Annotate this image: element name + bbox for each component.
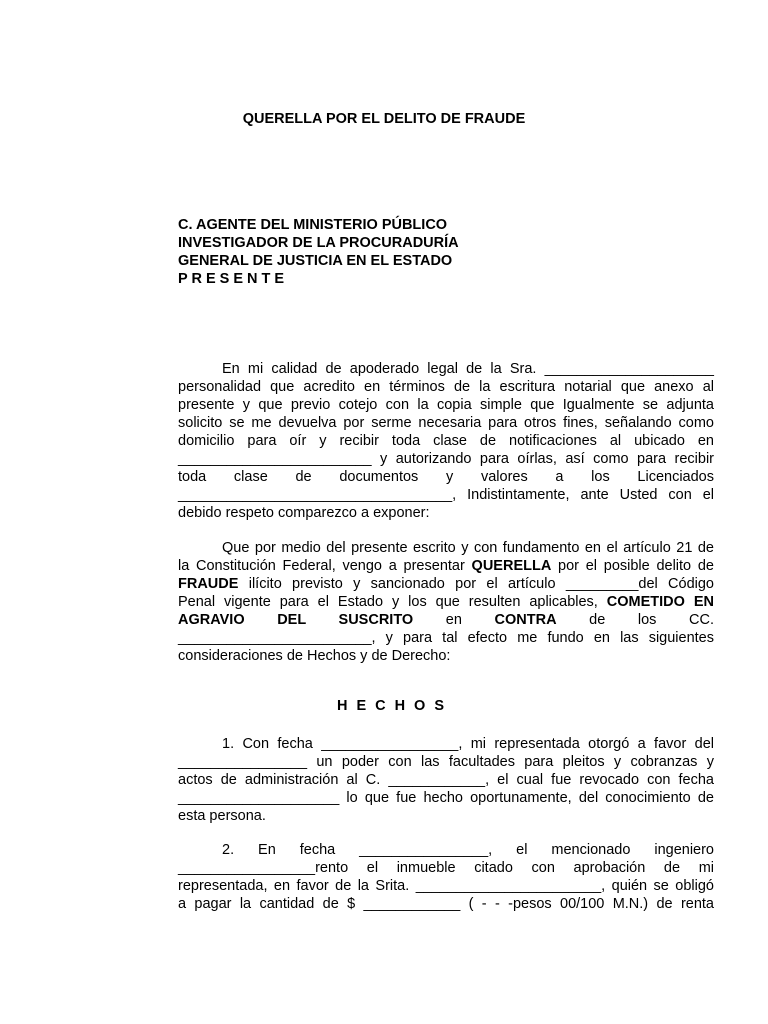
paragraph-line: domicilio para oír y recibir toda clase de notificaciones al ubicado en: [178, 433, 714, 449]
paragraph-line: a pagar la cantidad de $ ____________ ( - - -pesos 00/100 M.N.) de renta: [178, 896, 714, 912]
paragraph-line: [178, 557, 714, 575]
paragraph-line: [178, 593, 714, 611]
addressee-line: INVESTIGADOR DE LA PROCURADURÍA: [178, 235, 459, 251]
paragraph-line: debido respeto comparezco a exponer:: [178, 505, 430, 521]
text-run: por el posible delito de: [551, 558, 714, 574]
paragraph-line: consideraciones de Hechos y de Derecho:: [178, 648, 451, 664]
paragraph-line: representada, en favor de la Srita. _______________________, quién se obligó: [178, 878, 714, 894]
paragraph-line: _________________rento el inmueble citado con aprobación de mi: [178, 860, 714, 876]
paragraph-querella: [178, 539, 714, 665]
paragraph-line: 1. Con fecha _________________, mi representada otorgó a favor del: [222, 736, 714, 752]
paragraph-line: 2. En fecha ________________, el mencionado ingeniero: [222, 842, 714, 858]
bold-run: QUERELLA: [471, 558, 552, 574]
paragraph-intro: [178, 360, 714, 522]
paragraph-line: esta persona.: [178, 808, 266, 824]
paragraph-line: personalidad que acredito en términos de la escritura notarial que anexo al: [178, 379, 714, 395]
paragraph-line: ____________________ lo que fue hecho oportunamente, del conocimiento de: [178, 790, 714, 806]
text-run: Penal vigente para el Estado y los que resulten aplicables,: [178, 594, 607, 610]
paragraph-line: solicito se me devuelva por serme necesaria para otros fines, señalando como: [178, 415, 714, 431]
paragraph-line: ________________________, y para tal efecto me fundo en las siguientes: [178, 630, 714, 646]
paragraph-line: __________________________________, Indistintamente, ante Usted con el: [178, 487, 714, 503]
bold-run: FRAUDE: [178, 576, 239, 592]
paragraph-line: [178, 611, 714, 629]
paragraph-line: [178, 575, 714, 593]
paragraph-line: toda clase de documentos y valores a los Licenciados: [178, 469, 714, 485]
addressee-line: P R E S E N T E: [178, 271, 285, 287]
paragraph-line: ________________ un poder con las facultades para pleitos y cobranzas y: [178, 754, 714, 770]
text-run: ilícito previsto y sancionado por el artículo _________del Código: [238, 576, 714, 592]
paragraph-line: En mi calidad de apoderado legal de la Sra. _____________________: [222, 361, 714, 377]
paragraph-line: ________________________ y autorizando para oírlas, así como para recibir: [178, 451, 714, 467]
addressee-block: [178, 216, 508, 288]
bold-run: CONTRA: [494, 612, 557, 628]
paragraph-hecho-1: [178, 735, 714, 825]
paragraph-line: Que por medio del presente escrito y con fundamento en el artículo 21 de: [222, 540, 714, 556]
text-run: la Constitución Federal, vengo a presentar: [178, 558, 472, 574]
text-run: en: [413, 612, 495, 628]
bold-run: COMETIDO EN: [606, 594, 715, 610]
text-run: de los CC.: [556, 612, 714, 628]
bold-run: AGRAVIO DEL SUSCRITO: [178, 612, 414, 628]
paragraph-line: presente y que previo cotejo con la copia simple que Igualmente se adjunta: [178, 397, 714, 413]
document-title: QUERELLA POR EL DELITO DE FRAUDE: [242, 111, 526, 127]
paragraph-line: actos de administración al C. ____________, el cual fue revocado con fecha: [178, 772, 714, 788]
paragraph-hecho-2: [178, 841, 714, 913]
addressee-line: C. AGENTE DEL MINISTERIO PÚBLICO: [178, 217, 448, 233]
addressee-line: GENERAL DE JUSTICIA EN EL ESTADO: [178, 253, 453, 269]
hechos-heading: HECHOS: [336, 698, 454, 714]
